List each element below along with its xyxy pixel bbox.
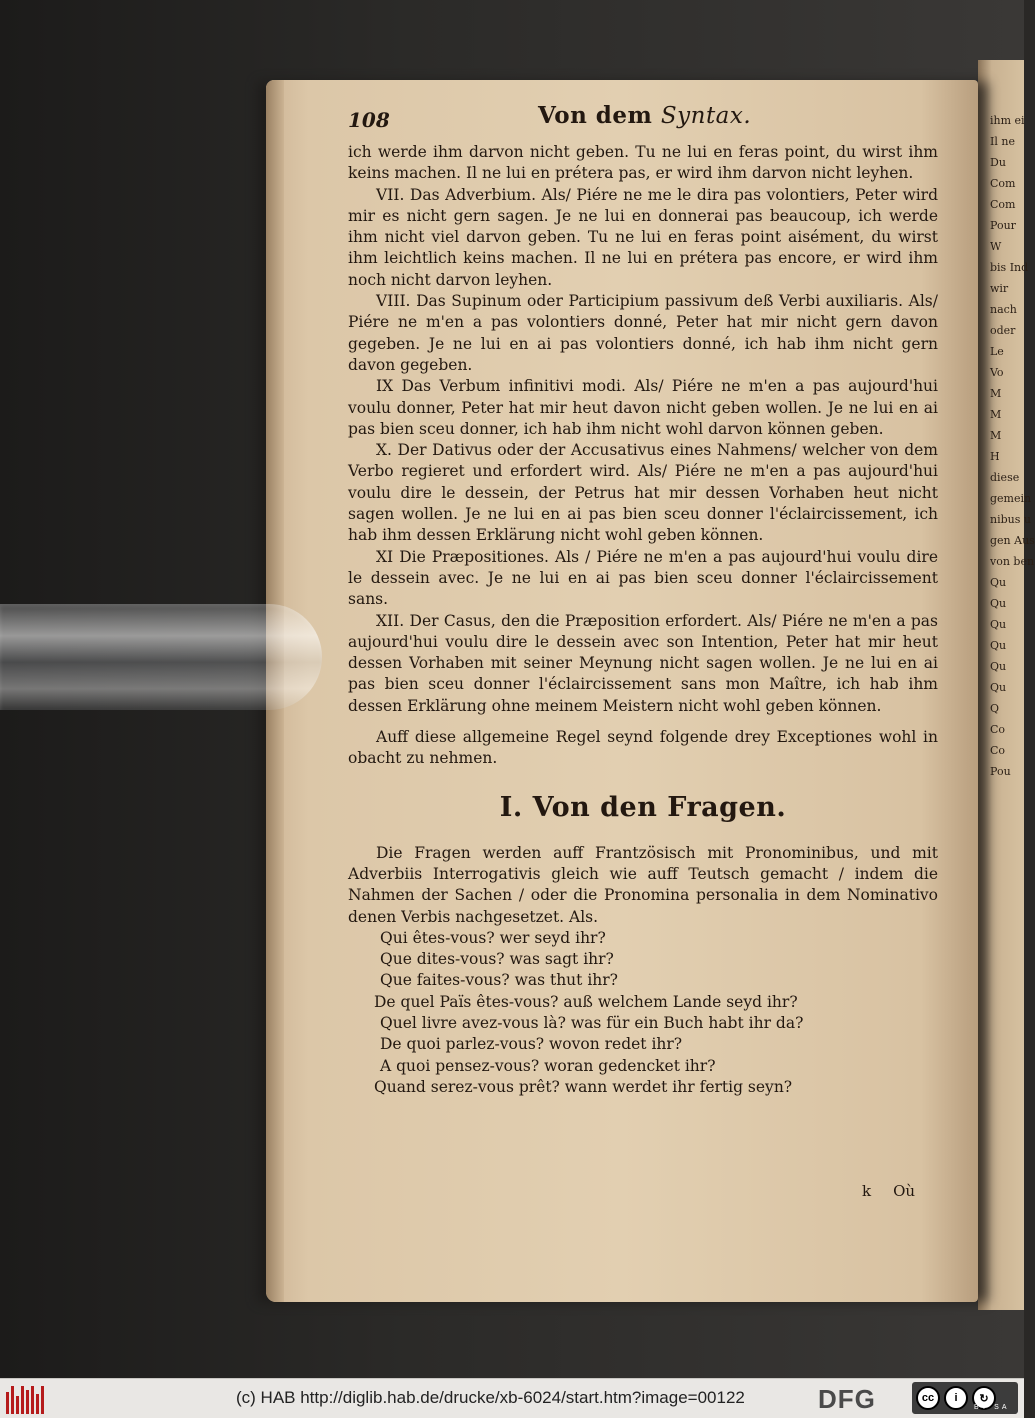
attribution-icon: i (944, 1386, 968, 1410)
page-header (348, 98, 938, 142)
paragraph: VIII. Das Supinum oder Participium passivum deß Verbi auxiliaris. Als/ Piére ne m'en a pas volontiers donné, Peter hat mir nicht gern davon gegeben. Je ne lui en ai pas volontiers donné, ich hab ihm nicht gern davon gegeben. (348, 292, 938, 374)
paragraph: ich werde ihm darvon nicht geben. Tu ne lui en feras point, du wirst ihm keins machen. Il ne lui en prétera pas, er wird ihm darvon nicht leyhen. (348, 143, 938, 183)
facing-line: Pou (990, 765, 1011, 778)
question-item: Que faites-vous? was thut ihr? (380, 971, 618, 990)
running-head-word: Syntax. (660, 103, 752, 129)
paragraph: XI Die Præpositiones. Als / Piére ne m'en a pas aujourd'hui voulu dire le dessein avec. Je ne lui en ai pas bien sceu donner l'éclaircissement sans. (348, 547, 938, 609)
cc-icon: cc (916, 1386, 940, 1410)
facing-line: Le (990, 345, 1004, 358)
facing-line: Qu (990, 639, 1007, 652)
facing-line: gen Aus (990, 534, 1035, 547)
section-title: I. Von den Fragen. (499, 791, 787, 823)
viewer-footer (0, 1378, 1024, 1418)
question-item: De quel Païs êtes-vous? auß welchem Lande seyd ihr? (374, 992, 798, 1011)
catchword-line (862, 1182, 915, 1200)
paragraph: IX Das Verbum infinitivi modi. Als/ Piére ne m'en a pas aujourd'hui voulu donner, Peter hat mir heut davon nicht geben wollen. Je ne lui en ai pas bien sceu donner, ich hab ihm nicht wohl darvon können geben. (348, 377, 938, 438)
facing-line: von ben (990, 555, 1035, 568)
facing-line: M (990, 429, 1002, 442)
facing-line: Com (990, 198, 1016, 211)
facing-line: bis Ind (990, 261, 1029, 274)
section-intro: Die Fragen werden auff Frantzösisch mit Pronominibus, und mit Adverbiis Interrogativis gleich wie auff Teutsch gemacht / indem die Nahmen der Sachen / oder die Pronomina personalia in dem Nominativo denen Verbis nachgesetzet. Als. (348, 843, 938, 926)
page-content (348, 98, 938, 1098)
running-head (538, 102, 751, 129)
facing-line: Com (990, 177, 1016, 190)
question-list (348, 928, 938, 1098)
facing-line: ihm ei (990, 114, 1025, 127)
question-item: Quel livre avez-vous là? was für ein Buch habt ihr da? (380, 1013, 804, 1032)
facing-line: Co (990, 744, 1006, 757)
facing-line: M (990, 387, 1002, 400)
cc-license-badge[interactable] (912, 1382, 1018, 1414)
facing-line: Qu (990, 576, 1007, 589)
page-number: 108 (348, 108, 390, 132)
facing-line: Qu (990, 597, 1007, 610)
facing-line: Qu (990, 681, 1007, 694)
glass-page-holder (0, 604, 322, 710)
question-item: Quand serez-vous prêt? wann werdet ihr fertig seyn? (374, 1077, 793, 1096)
facing-line: diese (990, 471, 1020, 484)
facing-line: gemein (990, 492, 1032, 505)
text-body (348, 142, 938, 1098)
facing-line: W (990, 240, 1002, 253)
facing-line: Qu (990, 618, 1007, 631)
source-link[interactable]: (c) HAB http://diglib.hab.de/drucke/xb-6024/start.htm?image=00122 (236, 1388, 745, 1407)
signature-mark: k (862, 1182, 872, 1200)
question-item: Que dites-vous? was sagt ihr? (380, 950, 614, 969)
share-alike-icon: ↻ (972, 1386, 996, 1410)
facing-line: oder (990, 324, 1016, 337)
facing-line: Co (990, 723, 1006, 736)
facing-line: M (990, 408, 1002, 421)
license-label: BY SA (974, 1404, 1010, 1411)
paragraph: X. Der Dativus oder der Accusativus eines Nahmens/ welcher von dem Verbo regieret und erfordert wird. Als/ Piére ne m'en a pas aujourd'hui voulu dire le dessein, der Petrus hat mir dessen Vorhaben heut nicht sagen wollen. Je ne lui en ai pas bien sceu donner l'éclaircissement, ich hab ihm dessen Erklärung nicht wohl geben können. (348, 441, 938, 545)
paragraph: XII. Der Casus, den die Præposition erfordert. Als/ Piére ne m'en a pas aujourd'hui voulu dire le dessein avec son Intention, Peter hat mir heut dessen Vorhaben mit seiner Meynung nicht sagen wollen. Je ne lui en ai pas bien sceu donner l'éclaircissement sans mon Maître, ich hab ihm dessen Erklärung ohne meinem Meistern nicht wohl geben können. (348, 611, 938, 715)
facing-line: Qu (990, 660, 1007, 673)
catchword: Où (893, 1182, 916, 1200)
facing-line: Q (990, 702, 1000, 715)
facing-line: nach (990, 303, 1017, 316)
facing-page-text (990, 110, 1035, 782)
facing-line: Du (990, 156, 1006, 169)
question-item: A quoi pensez-vous? woran gedencket ihr? (380, 1056, 716, 1075)
paragraph: VII. Das Adverbium. Als/ Piére ne me le dira pas volontiers, Peter wird mir es nicht gern sagen. Je ne lui en donnerai pas beaucoup, ich werde ihm nicht viel darvon geben. Tu ne lui en feras point aisément, du wirst ihm leichtlich keins machen. Il ne lui en prétera pas encore, er wird ihm noch nicht darvon leyhen. (348, 185, 938, 289)
running-head-prefix: Von dem (538, 102, 653, 129)
dfg-logo: DFG (818, 1384, 876, 1414)
facing-line: wir (990, 282, 1009, 295)
facing-line: Vo (990, 366, 1004, 379)
question-item: De quoi parlez-vous? wovon redet ihr? (380, 1035, 683, 1054)
paragraph: Auff diese allgemeine Regel seynd folgende drey Exceptiones wohl in obacht zu nehmen. (348, 728, 938, 768)
facing-line: H (990, 450, 1000, 463)
hab-logo-icon (6, 1384, 46, 1414)
facing-line: Pour (990, 219, 1016, 232)
facing-line: nibus u (990, 513, 1031, 526)
facing-line: Il ne (990, 135, 1015, 148)
question-item: Qui êtes-vous? wer seyd ihr? (380, 928, 606, 947)
